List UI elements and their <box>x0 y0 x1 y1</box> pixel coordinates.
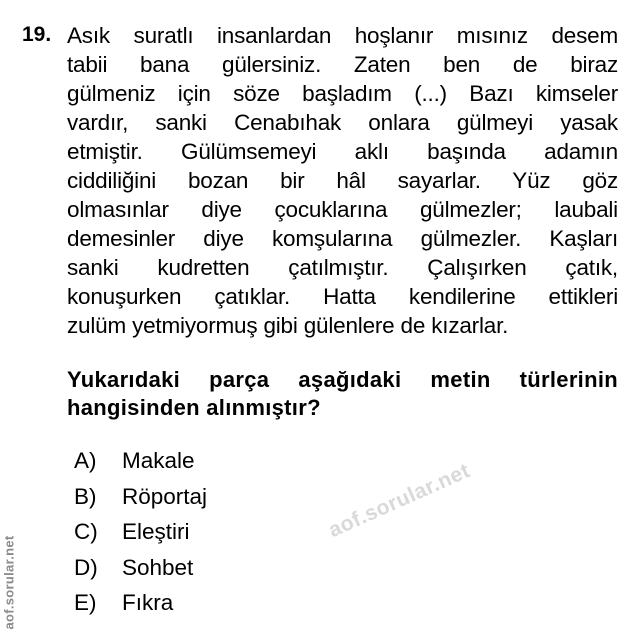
option-letter: A) <box>74 448 97 473</box>
question-stem <box>67 366 618 422</box>
passage-line: etmiştir. Gülümsemeyi aklı başında adamın <box>67 139 618 164</box>
passage-line: demesinler diye komşularına gülmezler. Kaşları <box>67 226 618 251</box>
passage-line: konuşurken çatıklar. Hatta kendilerine ettikleri <box>67 284 618 309</box>
option-e[interactable] <box>74 588 207 624</box>
option-text: Eleştiri <box>122 519 190 544</box>
passage-line: vardır, sanki Cenabıhak onlara gülmeyi yasak <box>67 110 618 135</box>
passage-line: gülmeniz için söze başladım (...) Bazı kimseler <box>67 81 618 106</box>
option-letter: E) <box>74 590 97 615</box>
side-watermark: aof.sorular.net <box>1 535 17 630</box>
option-text: Makale <box>122 448 195 473</box>
option-letter: B) <box>74 483 97 509</box>
question-number: 19. <box>22 23 52 46</box>
option-letter: C) <box>74 519 98 544</box>
passage-line: olmasınlar diye çocuklarına gülmezler; laubali <box>67 197 618 222</box>
watermark: aof.sorular.net <box>325 459 474 543</box>
passage-line: Asık suratlı insanlardan hoşlanır mısınız desem <box>67 23 618 48</box>
option-b[interactable] <box>74 482 207 518</box>
option-letter: D) <box>74 554 98 580</box>
option-text: Röportaj <box>122 483 208 509</box>
option-text: Sohbet <box>122 554 194 580</box>
passage-line: tabii bana gülersiniz. Zaten ben de biraz <box>67 52 618 77</box>
passage-line: zulüm yetmiyormuş gibi gülenlere de kızarlar. <box>67 313 509 338</box>
passage-line: ciddiliğini bozan bir hâl sayarlar. Yüz göz <box>67 168 618 193</box>
option-text: Fıkra <box>122 590 174 615</box>
option-d[interactable] <box>74 553 207 589</box>
answer-options <box>74 446 207 624</box>
passage <box>67 21 618 340</box>
passage-line: sanki kudretten çatılmıştır. Çalışırken çatık, <box>67 255 618 280</box>
option-a[interactable] <box>74 446 207 482</box>
stem-line: Yukarıdaki parça aşağıdaki metin türlerinin <box>67 367 618 392</box>
option-c[interactable] <box>74 517 207 553</box>
stem-line: hangisinden alınmıştır? <box>67 395 321 420</box>
